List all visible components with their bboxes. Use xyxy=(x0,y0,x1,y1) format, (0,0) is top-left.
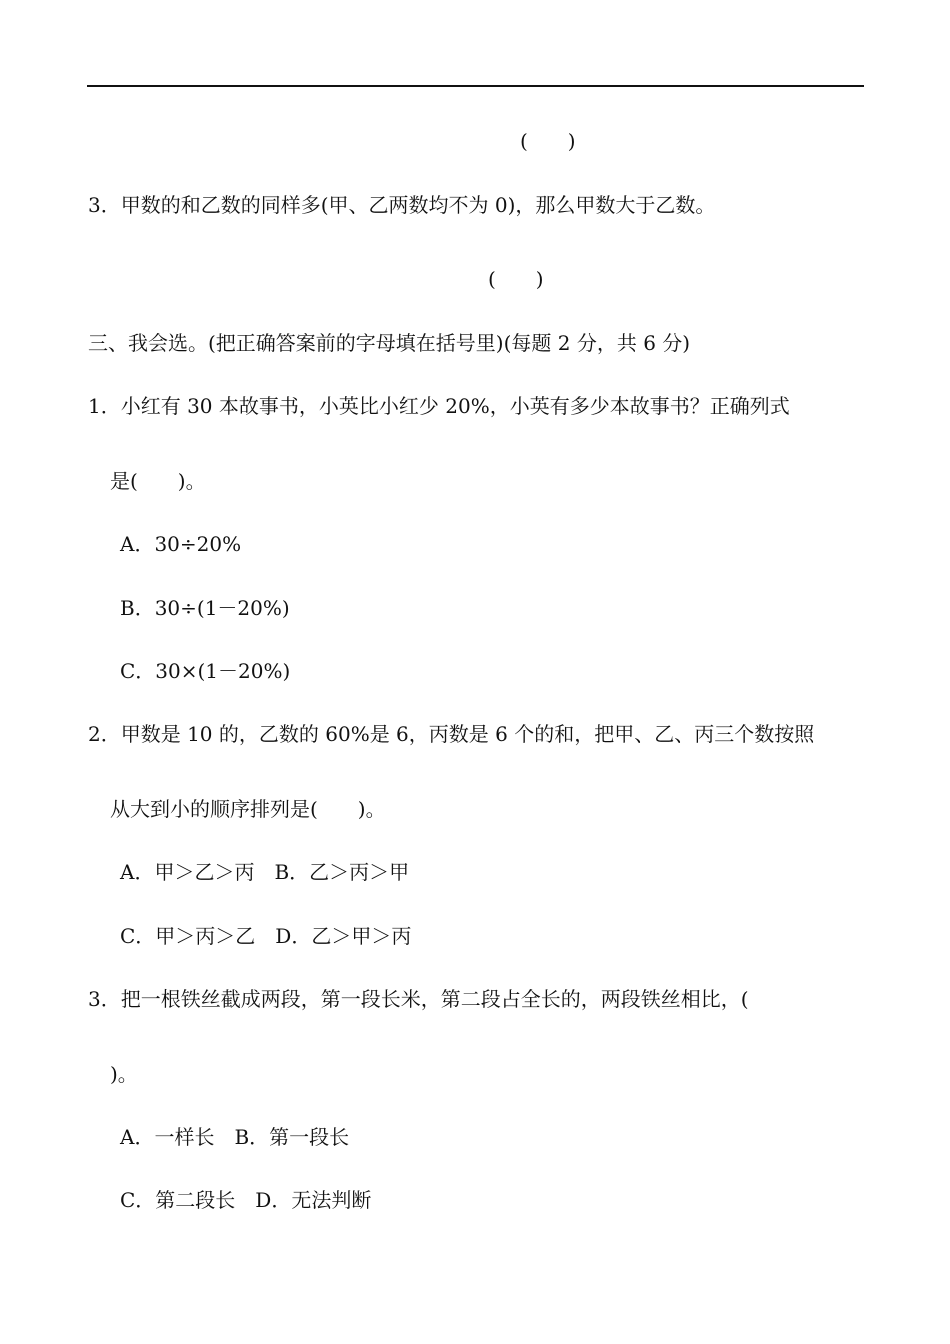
choice-question-1-line1: 1．小红有 30 本故事书，小英比小红少 20%，小英有多少本故事书？正确列式 xyxy=(88,394,790,418)
section-heading: 三、我会选。(把正确答案前的字母填在括号里)(每题 2 分，共 6 分) xyxy=(88,331,691,355)
options-row-ab: A．一样长 B．第一段长 xyxy=(120,1125,350,1149)
option-b: B．30÷(1－20%) xyxy=(120,596,290,620)
judge-question-3: 3．甲数的和乙数的同样多(甲、乙两数均不为 0)，那么甲数大于乙数。 xyxy=(88,193,716,217)
header-rule xyxy=(87,85,864,87)
options-row-cd: C．甲＞丙＞乙 D．乙＞甲＞丙 xyxy=(120,924,412,948)
answer-bracket: ( ) xyxy=(520,129,576,153)
options-row-ab: A．甲＞乙＞丙 B．乙＞丙＞甲 xyxy=(120,860,410,884)
choice-question-2-line1: 2．甲数是 10 的，乙数的 60%是 6，丙数是 6 个的和，把甲、乙、丙三个数按照 xyxy=(88,722,815,746)
choice-question-1-line2: 是( )。 xyxy=(110,469,206,493)
choice-question-2-line2: 从大到小的顺序排列是( )。 xyxy=(110,797,386,821)
choice-question-3-line1: 3．把一根铁丝截成两段，第一段长米，第二段占全长的，两段铁丝相比，( xyxy=(88,987,749,1011)
answer-bracket: ( ) xyxy=(488,267,544,291)
option-a: A．30÷20% xyxy=(120,532,242,556)
choice-question-3-line2: )。 xyxy=(110,1062,138,1086)
options-row-cd: C．第二段长 D．无法判断 xyxy=(120,1188,372,1212)
option-c: C．30×(1－20%) xyxy=(120,659,291,683)
